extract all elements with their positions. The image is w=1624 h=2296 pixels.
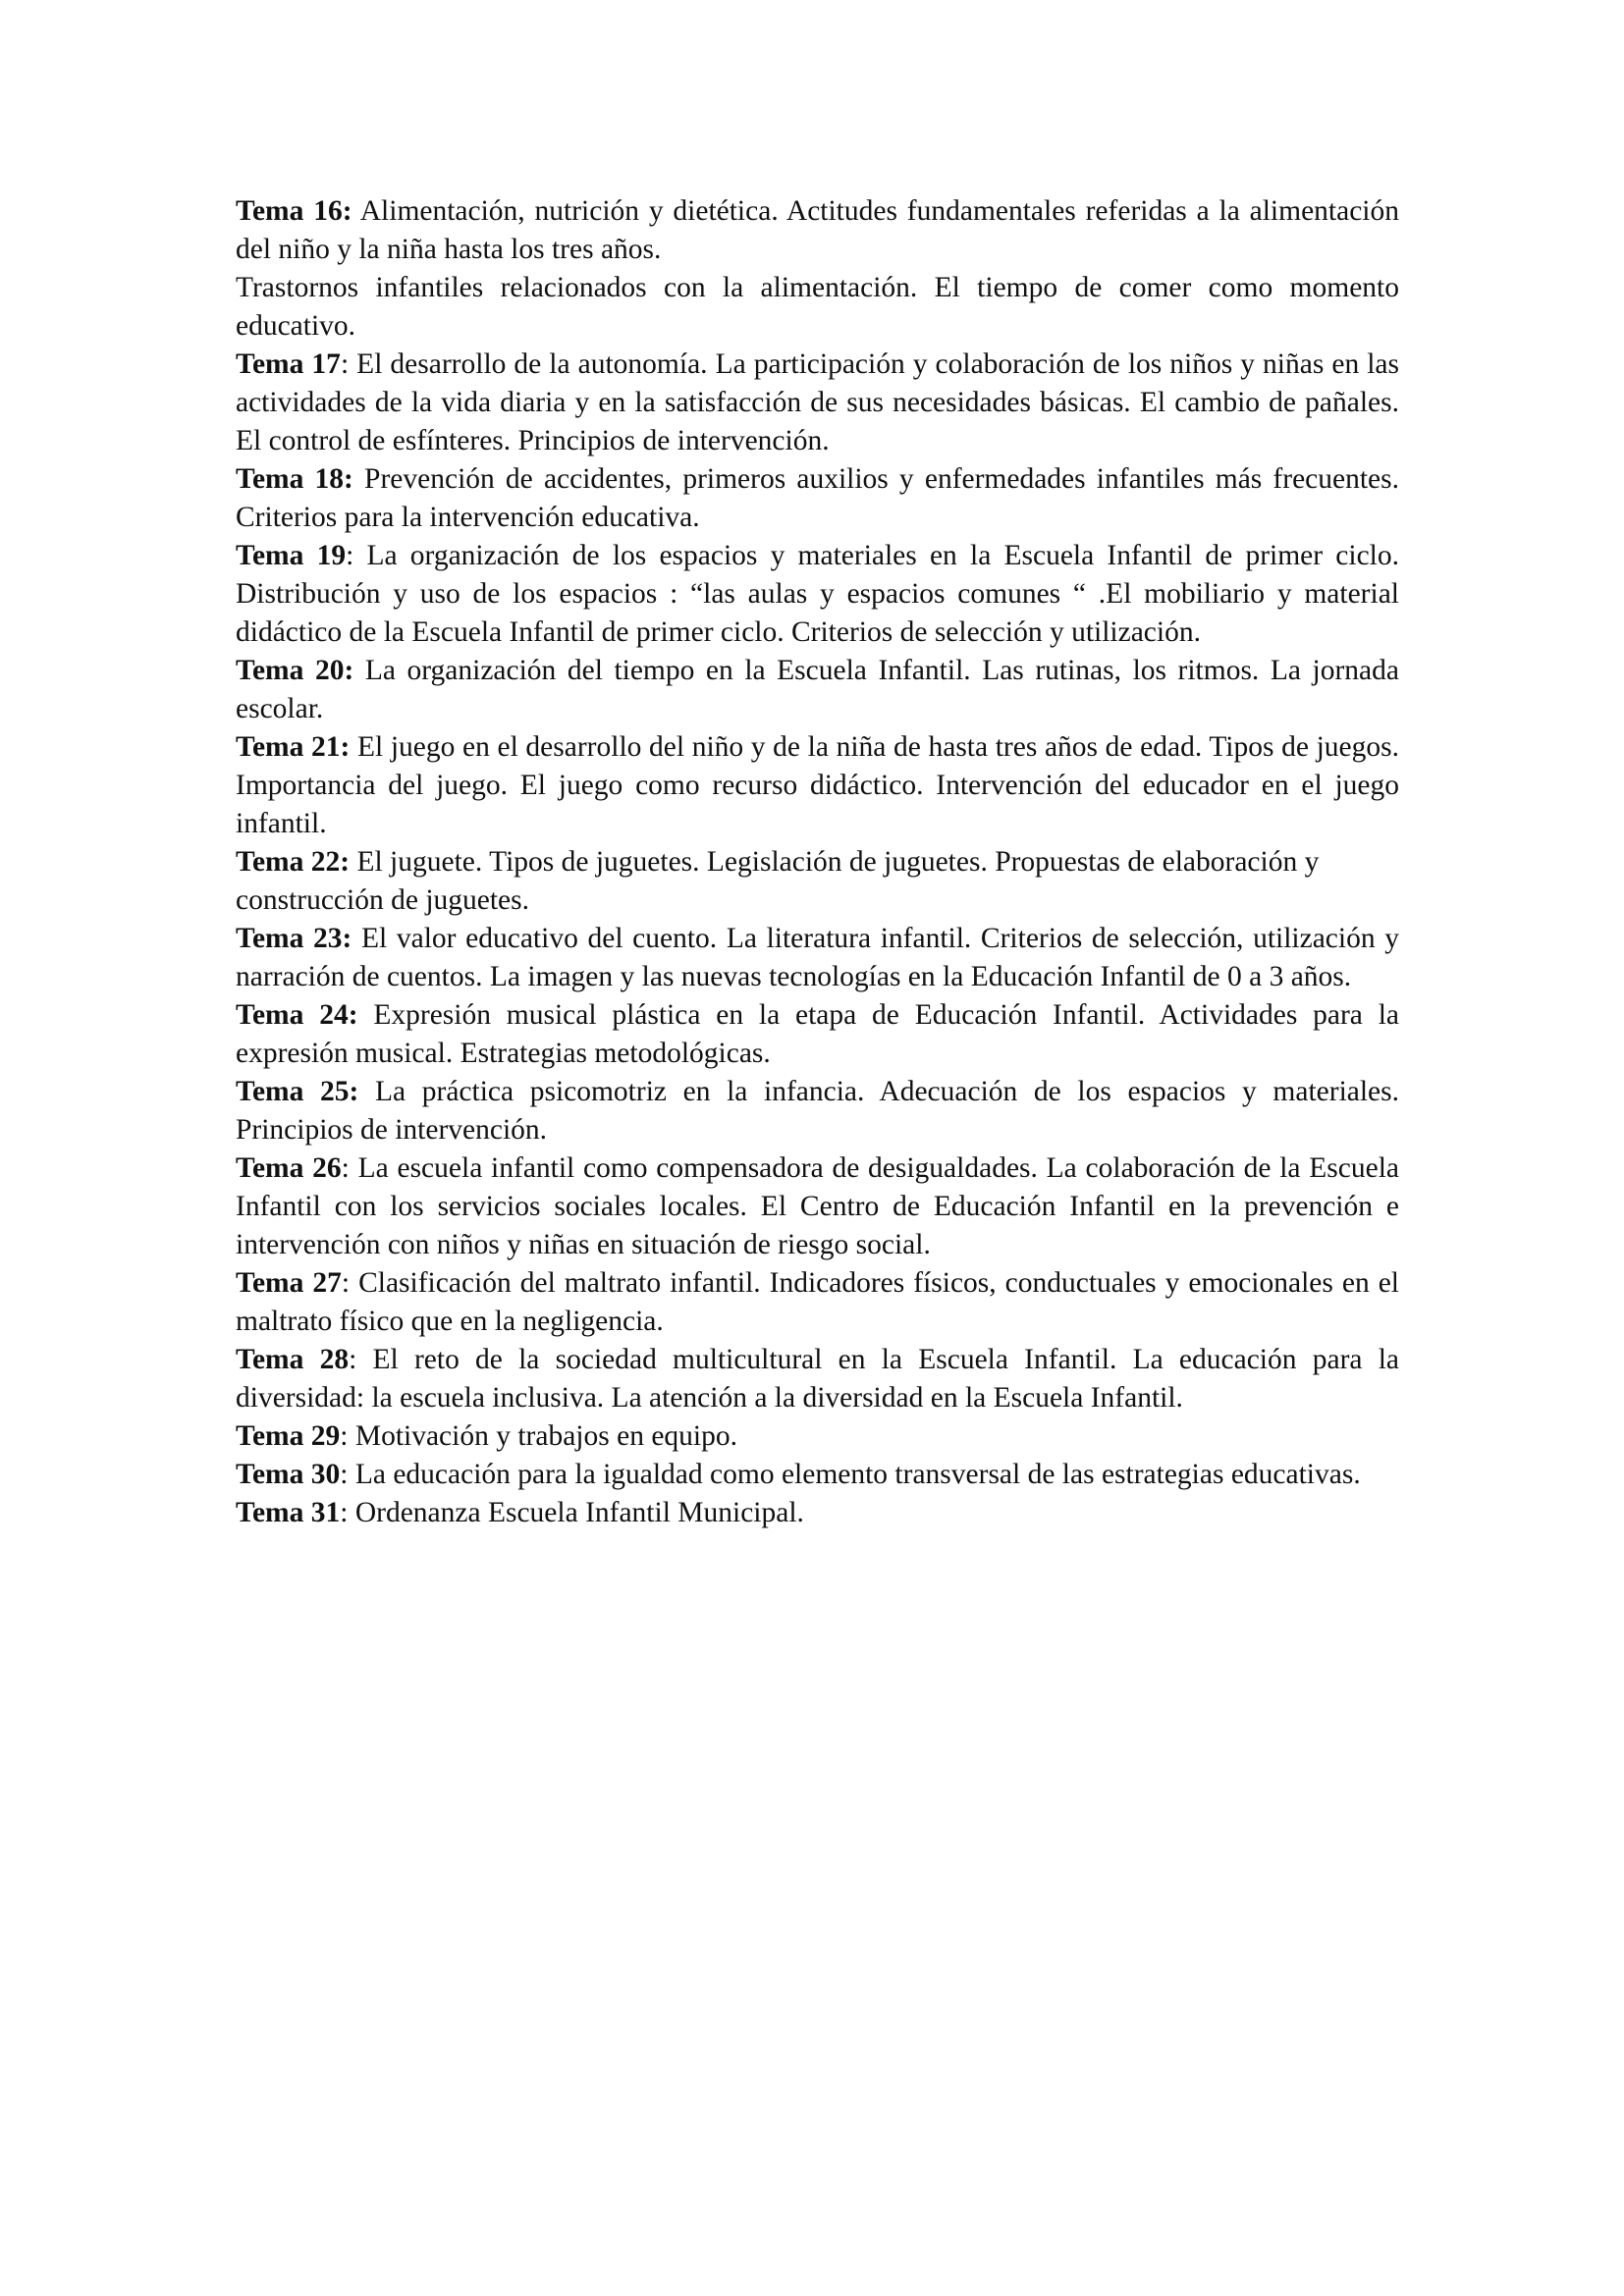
topic-label: Tema 30 (236, 1459, 341, 1490)
topic-18 (236, 460, 1399, 537)
topic-label: Tema 22: (236, 846, 351, 878)
topic-label: Tema 21: (236, 731, 351, 763)
topic-text: La organización del tiempo en la Escuela Infantil. Las rutinas, los ritmos. La jornada escolar. (236, 655, 1399, 724)
topic-label: Tema 31 (236, 1497, 341, 1528)
topic-text: : El desarrollo de la autonomía. La participación y colaboración de los niños y niñas en las actividades de la vida diaria y en la satisfacción de sus necesidades básicas. El cambio de pañales. El control de esfínteres. Principios de intervención. (236, 348, 1400, 456)
topic-label: Tema 19 (236, 540, 347, 571)
topic-text: : La organización de los espacios y materiales en la Escuela Infantil de primer ciclo. Distribución y uso de los espacios : “las aulas y espacios comunes “ .El mobiliario y material didáctico de la Escuela Infantil de primer ciclo. Criterios de selección y utilización. (236, 540, 1400, 648)
topic-label: Tema 27 (236, 1267, 342, 1299)
topic-text: : Clasificación del maltrato infantil. Indicadores físicos, conductuales y emocionales en el maltrato físico que en la negligencia. (236, 1267, 1399, 1337)
topic-label: Tema 29 (236, 1420, 341, 1452)
topic-text: Prevención de accidentes, primeros auxilios y enfermedades infantiles más frecuentes. Criterios para la intervención educativa. (236, 463, 1400, 533)
topic-label: Tema 17 (236, 348, 341, 380)
topic-19 (236, 537, 1399, 652)
topic-22 (236, 843, 1399, 920)
topic-16 (236, 192, 1399, 269)
topic-label: Tema 26 (236, 1152, 342, 1184)
topic-20 (236, 652, 1399, 728)
topic-label: Tema 28 (236, 1344, 350, 1375)
topic-label: Tema 24: (236, 999, 358, 1031)
topic-text: : Motivación y trabajos en equipo. (340, 1420, 737, 1452)
topic-label: Tema 23: (236, 923, 352, 954)
topic-text: Expresión musical plástica en la etapa de Educación Infantil. Actividades para la expresión musical. Estrategias metodológicas. (236, 999, 1399, 1069)
topic-text: : Ordenanza Escuela Infantil Municipal. (340, 1497, 804, 1528)
topic-text: El juego en el desarrollo del niño y de la niña de hasta tres años de edad. Tipos de juegos. Importancia del juego. El juego como recurso didáctico. Intervención del educador en el juego infantil. (236, 731, 1399, 839)
topic-25 (236, 1073, 1399, 1149)
topic-text: : La escuela infantil como compensadora de desigualdades. La colaboración de la Escuela Infantil con los servicios sociales locales. El Centro de Educación Infantil en la prevención e intervención con niños y niñas en situación de riesgo social. (236, 1152, 1400, 1260)
topic-text: El juguete. Tipos de juguetes. Legislación de juguetes. Propuestas de elaboración y construcción de juguetes. (236, 846, 1320, 916)
topic-26 (236, 1149, 1399, 1264)
topic-21 (236, 728, 1399, 843)
topic-text: : El reto de la sociedad multicultural en la Escuela Infantil. La educación para la diversidad: la escuela inclusiva. La atención a la diversidad en la Escuela Infantil. (236, 1344, 1399, 1414)
topic-23 (236, 920, 1399, 996)
topic-17 (236, 346, 1399, 460)
topic-label: Tema 16: (236, 195, 352, 227)
topic-text: La práctica psicomotriz en la infancia. Adecuación de los espacios y materiales. Principios de intervención. (236, 1076, 1399, 1146)
topic-label: Tema 20: (236, 655, 354, 686)
topic-30 (236, 1456, 1399, 1494)
topic-16-continuation (236, 269, 1399, 346)
topic-text: El valor educativo del cuento. La literatura infantil. Criterios de selección, utilización y narración de cuentos. La imagen y las nuevas tecnologías en la Educación Infantil de 0 a 3 años. (236, 923, 1399, 992)
topic-label: Tema 18: (236, 463, 353, 495)
document-page (236, 192, 1399, 1532)
topic-24 (236, 996, 1399, 1073)
topic-text: Alimentación, nutrición y dietética. Actitudes fundamentales referidas a la alimentación del niño y la niña hasta los tres años. (236, 195, 1399, 265)
topic-label: Tema 25: (236, 1076, 359, 1107)
topic-27 (236, 1264, 1399, 1341)
topic-28 (236, 1341, 1399, 1417)
topic-29 (236, 1417, 1399, 1456)
topic-text: Trastornos infantiles relacionados con la alimentación. El tiempo de comer como momento educativo. (236, 272, 1399, 342)
topic-text: : La educación para la igualdad como elemento transversal de las estrategias educativas. (340, 1459, 1361, 1490)
topic-31 (236, 1494, 1399, 1532)
